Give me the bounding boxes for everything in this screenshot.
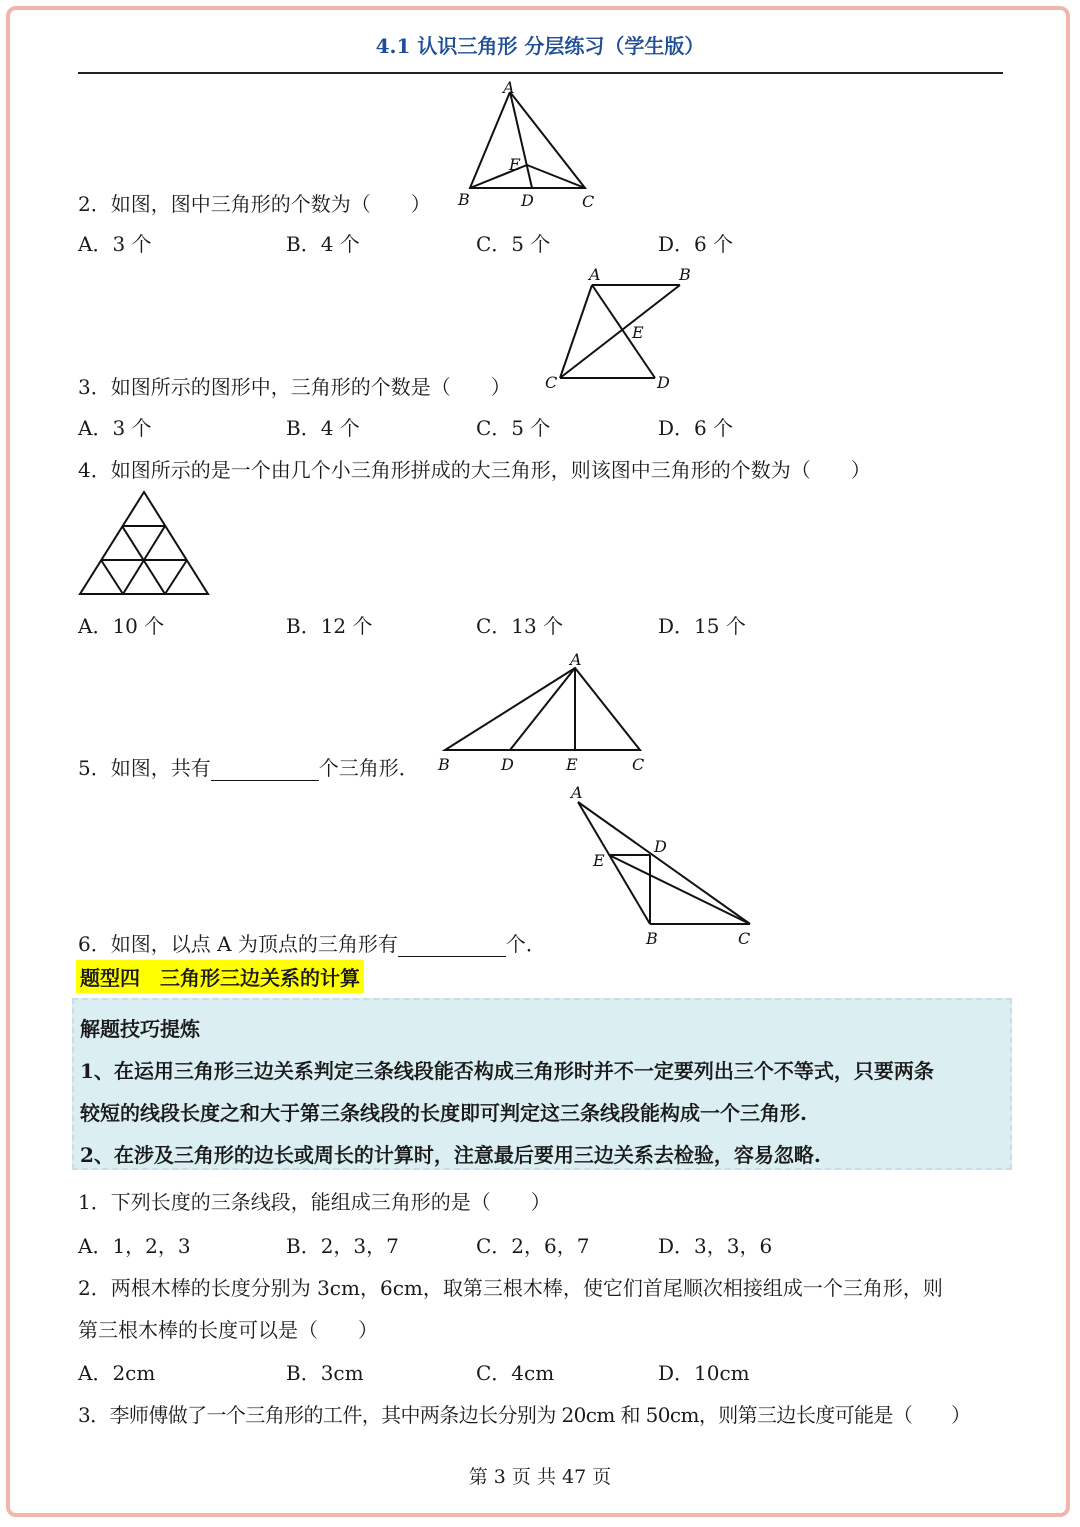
fig2-label-a: A (503, 78, 515, 97)
p1-option-b: B．2，3，7 (286, 1234, 399, 1258)
q3-stem: 3．如图所示的图形中，三角形的个数是（ ） (78, 375, 511, 399)
p1-option-d: D．3，3，6 (658, 1234, 773, 1258)
q4-option-a: A．10 个 (78, 614, 165, 638)
q3-option-c: C．5 个 (476, 416, 551, 440)
fig3-label-c: C (545, 373, 558, 392)
q4-option-d: D．15 个 (658, 614, 746, 638)
q2-option-c: C．5 个 (476, 232, 551, 256)
page-header-title: 4.1 认识三角形 分层练习（学生版） (375, 34, 705, 58)
fig2-label-c: C (582, 192, 595, 211)
header-rule (78, 72, 1003, 74)
p2-option-c: C．4cm (476, 1361, 555, 1385)
q3-option-a: A．3 个 (78, 416, 152, 440)
p2-stem-line-2: 第三根木棒的长度可以是（ ） (78, 1318, 378, 1342)
q3-option-b: B．4 个 (286, 416, 360, 440)
q6-stem-before: 6．如图，以点 A 为顶点的三角形有 (78, 932, 398, 956)
p2-option-b: B．3cm (286, 1361, 364, 1385)
q4-stem: 4．如图所示的是一个由几个小三角形拼成的大三角形，则该图中三角形的个数为（ ） (78, 458, 871, 482)
fig5-label-e: E (566, 755, 578, 774)
tips-box (72, 998, 1012, 1170)
fig6-label-a: A (571, 783, 583, 802)
tips-line-2: 较短的线段长度之和大于第三条线段的长度即可判定这三条线段能构成一个三角形. (80, 1101, 807, 1125)
page-number: 第 3 页 共 47 页 (468, 1466, 612, 1488)
q5-answer-blank[interactable] (211, 760, 319, 781)
q2-option-d: D．6 个 (658, 232, 734, 256)
fig5-label-b: B (438, 755, 450, 774)
tips-line-3: 2、在涉及三角形的边长或周长的计算时，注意最后要用三边关系去检验，容易忽略. (80, 1143, 821, 1167)
section-title: 题型四 三角形三边关系的计算 (76, 960, 364, 993)
fig6-label-c: C (738, 929, 751, 948)
fig6-label-e: E (593, 851, 605, 870)
figure-q3 (540, 262, 700, 392)
p2-stem-line-1: 2．两根木棒的长度分别为 3cm，6cm，取第三根木棒，使它们首尾顺次相接组成一个三角形，则 (78, 1276, 943, 1300)
fig2-label-d: D (521, 191, 534, 210)
q6-stem (78, 928, 546, 957)
p3-stem: 3．李师傅做了一个三角形的工件，其中两条边长分别为 20cm 和 50cm，则第三边长度可能是（ ） (78, 1403, 971, 1427)
q2-stem: 2．如图，图中三角形的个数为（ ） (78, 192, 431, 216)
q6-answer-blank[interactable] (398, 936, 506, 957)
fig5-label-d: D (501, 755, 514, 774)
figure-q4-triangle-grid (75, 488, 215, 600)
tips-line-1: 1、在运用三角形三边关系判定三条线段能否构成三角形时并不一定要列出三个不等式，只要两条 (80, 1059, 934, 1083)
p2-option-a: A．2cm (78, 1361, 156, 1385)
fig2-label-e: E (509, 155, 521, 174)
q2-option-b: B．4 个 (286, 232, 360, 256)
fig2-label-b: B (458, 190, 470, 209)
q5-stem-before: 5．如图，共有 (78, 756, 211, 780)
fig6-label-b: B (646, 929, 658, 948)
figure-q6 (560, 782, 760, 947)
figure-q2 (440, 80, 610, 215)
p1-option-a: A．1，2，3 (78, 1234, 191, 1258)
q4-option-c: C．13 个 (476, 614, 564, 638)
q6-stem-after: 个． (505, 932, 546, 956)
p1-option-c: C．2，6，7 (476, 1234, 590, 1258)
q5-stem (78, 752, 419, 781)
fig3-label-b: B (679, 265, 691, 284)
fig5-label-c: C (632, 755, 645, 774)
q3-option-d: D．6 个 (658, 416, 734, 440)
q4-option-b: B．12 个 (286, 614, 373, 638)
p1-stem: 1．下列长度的三条线段，能组成三角形的是（ ） (78, 1190, 551, 1214)
fig3-label-a: A (589, 265, 601, 284)
q5-stem-after: 个三角形． (318, 756, 419, 780)
tips-heading: 解题技巧提炼 (80, 1017, 200, 1041)
figure-q5 (430, 648, 660, 778)
fig3-label-e: E (632, 323, 644, 342)
fig6-label-d: D (654, 837, 667, 856)
q2-option-a: A．3 个 (78, 232, 152, 256)
fig5-label-a: A (570, 650, 582, 669)
fig3-label-d: D (657, 373, 670, 392)
p2-option-d: D．10cm (658, 1361, 750, 1385)
